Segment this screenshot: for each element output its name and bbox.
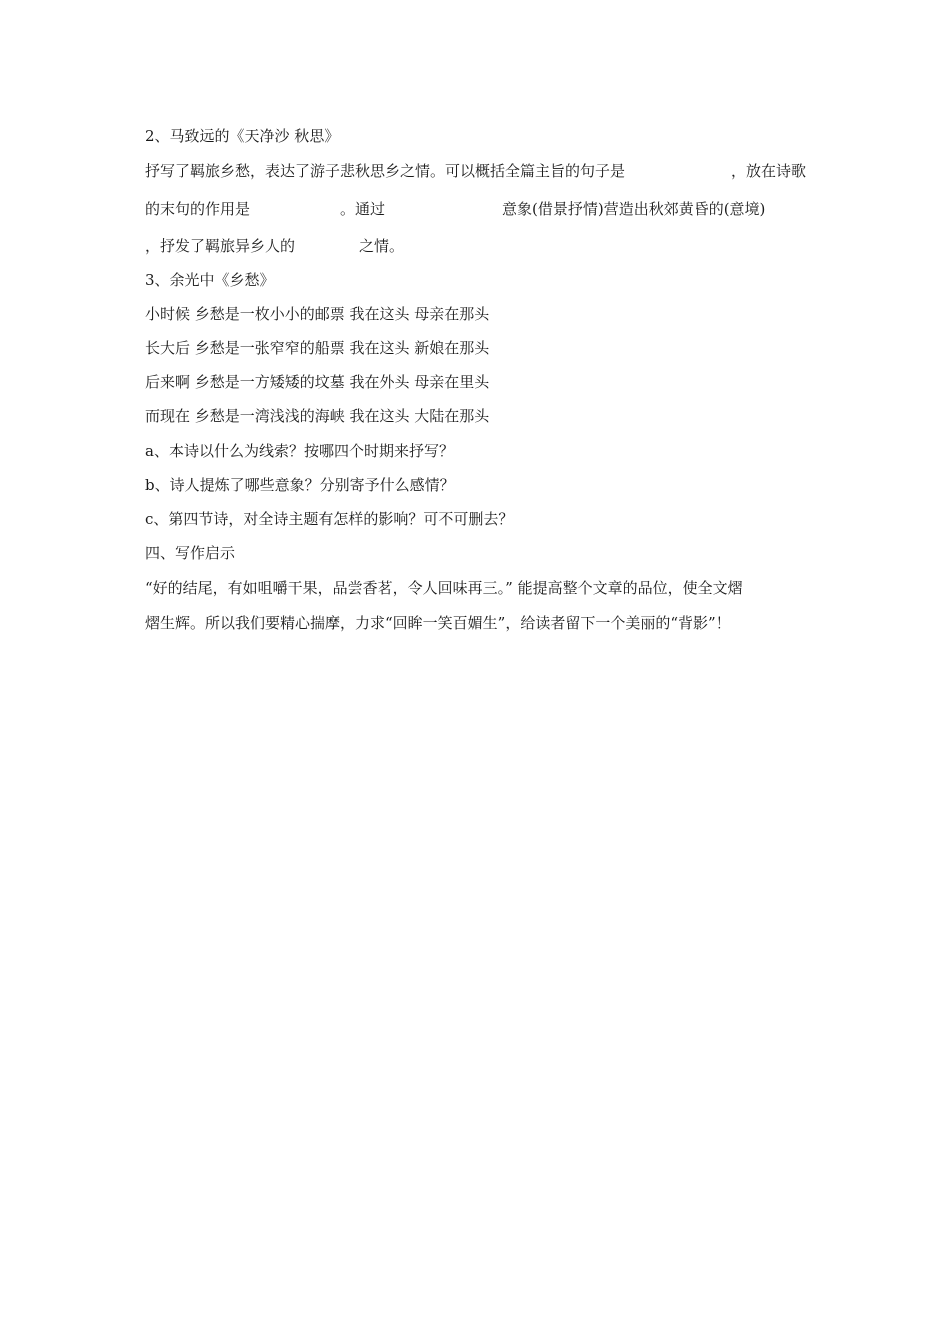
question-a: a、本诗以什么为线索？按哪四个时期来抒写？	[145, 442, 454, 460]
section2-title: 2、马致远的《天净沙 秋思》	[145, 127, 340, 145]
poem-line: 后来啊 乡愁是一方矮矮的坟墓 我在外头 母亲在里头	[145, 373, 490, 391]
question-c: c、第四节诗，对全诗主题有怎样的影响？可不可删去？	[145, 510, 514, 528]
section2-line2	[145, 199, 807, 219]
section4-paragraph-line2: 熠生辉。所以我们要精心揣摩，力求“回眸一笑百媚生”，给读者留下一个美丽的“背影”！	[145, 614, 731, 632]
section4-title: 四、写作启示	[145, 544, 236, 562]
section2-line1-text: 抒写了羁旅乡愁，表达了游子悲秋思乡之情。可以概括全篇主旨的句子是	[145, 162, 626, 180]
poem-line: 小时候 乡愁是一枚小小的邮票 我在这头 母亲在那头	[145, 305, 490, 323]
poem-line: 而现在 乡愁是一湾浅浅的海峡 我在这头 大陆在那头	[145, 407, 490, 425]
question-b: b、诗人提炼了哪些意象？分别寄予什么感情？	[145, 476, 455, 494]
section2-line2-mid: 。通过	[340, 200, 386, 218]
section2-line3-text: ，抒发了羁旅异乡人的	[145, 237, 296, 255]
section2-line1	[145, 161, 807, 181]
section2-line2-end: 意象(借景抒情)营造出秋郊黄昏的(意境)	[502, 200, 766, 218]
section4-paragraph-line1: “好的结尾，有如咀嚼干果，品尝香茗，令人回味再三。” 能提高整个文章的品位，使全文熠	[145, 579, 743, 597]
section2-line3-end: 之情。	[359, 237, 405, 255]
section3-title: 3、余光中《乡愁》	[145, 271, 275, 289]
section2-line2-text: 的末句的作用是	[145, 200, 251, 218]
section2-line3	[145, 236, 445, 256]
section2-line1-end: ，放在诗歌	[731, 162, 807, 180]
poem-line: 长大后 乡愁是一张窄窄的船票 我在这头 新娘在那头	[145, 339, 490, 357]
